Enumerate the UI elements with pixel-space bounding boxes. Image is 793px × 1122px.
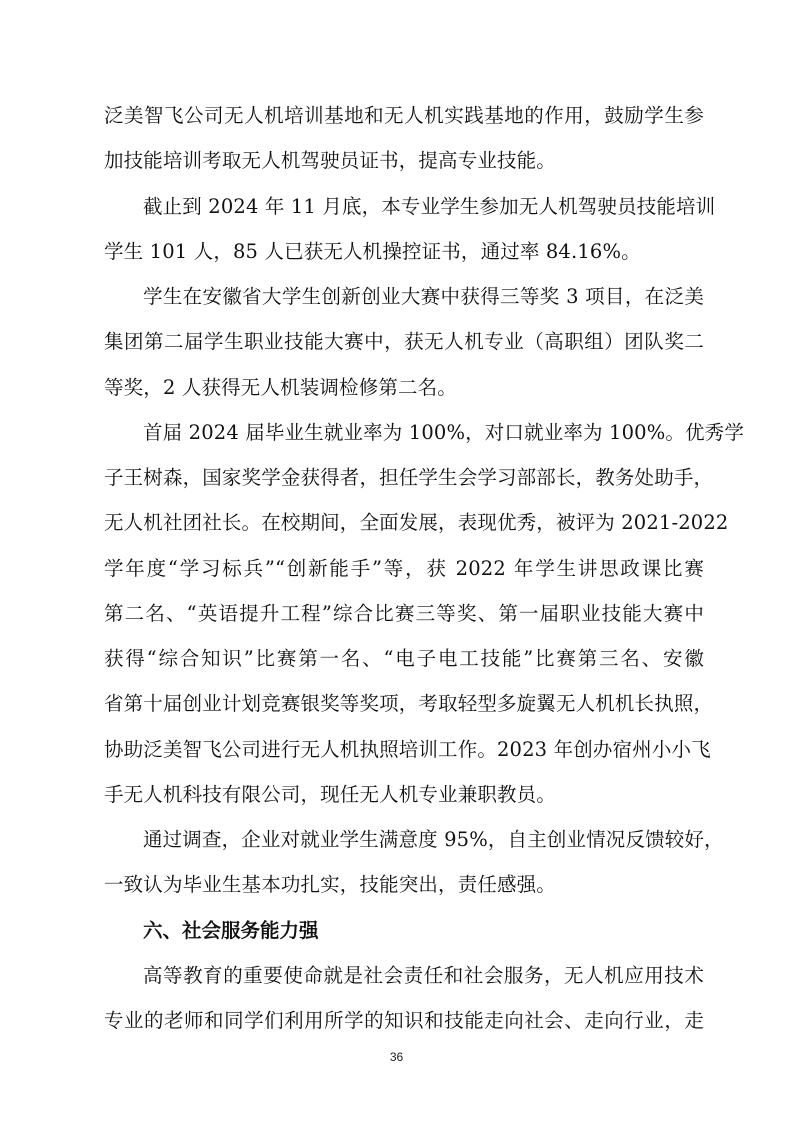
paragraph-line: 学年度“学习标兵”“创新能手”等，获 2022 年学生讲思政课比赛 xyxy=(104,557,704,580)
section-heading: 六、社会服务能力强 xyxy=(143,919,319,942)
paragraph-line: 第二名、“英语提升工程”综合比赛三等奖、第一届职业技能大赛中 xyxy=(104,602,704,625)
paragraph-line: 通过调查，企业对就业学生满意度 95%，自主创业情况反馈较好， xyxy=(143,828,724,851)
paragraph-line: 协助泛美智飞公司进行无人机执照培训工作。2023 年创办宿州小小飞 xyxy=(104,738,711,761)
paragraph-line: 学生在安徽省大学生创新创业大赛中获得三等奖 3 项目，在泛美 xyxy=(143,285,704,308)
paragraph-line: 等奖，2 人获得无人机装调检修第二名。 xyxy=(104,376,457,399)
paragraph-line: 集团第二届学生职业技能大赛中，获无人机专业（高职组）团队奖二 xyxy=(104,330,704,353)
paragraph-line: 加技能培训考取无人机驾驶员证书，提高专业技能。 xyxy=(104,149,556,172)
paragraph-line: 手无人机科技有限公司，现任无人机专业兼职教员。 xyxy=(104,783,556,806)
paragraph-line: 截止到 2024 年 11 月底，本专业学生参加无人机驾驶员技能培训 xyxy=(143,195,716,218)
paragraph-line: 学生 101 人，85 人已获无人机操控证书，通过率 84.16%。 xyxy=(104,240,641,263)
paragraph-line: 首届 2024 届毕业生就业率为 100%，对口就业率为 100%。优秀学 xyxy=(143,421,744,444)
page-number: 36 xyxy=(389,1050,404,1064)
paragraph-line: 一致认为毕业生基本功扎实，技能突出，责任感强。 xyxy=(104,873,556,896)
paragraph-line: 无人机社团社长。在校期间，全面发展，表现优秀，被评为 2021-2022 xyxy=(104,511,729,534)
paragraph-line: 子王树森，国家奖学金获得者，担任学生会学习部部长，教务处助手， xyxy=(104,466,714,489)
paragraph-line: 获得“综合知识”比赛第一名、“电子电工技能”比赛第三名、安徽 xyxy=(104,647,704,670)
paragraph-line: 泛美智飞公司无人机培训基地和无人机实践基地的作用，鼓励学生参 xyxy=(104,104,704,127)
paragraph-line: 省第十届创业计划竞赛银奖等奖项，考取轻型多旋翼无人机机长执照， xyxy=(104,692,714,715)
paragraph-line: 高等教育的重要使命就是社会责任和社会服务，无人机应用技术 xyxy=(143,964,704,987)
paragraph-line: 专业的老师和同学们利用所学的知识和技能走向社会、走向行业，走 xyxy=(104,1009,704,1032)
